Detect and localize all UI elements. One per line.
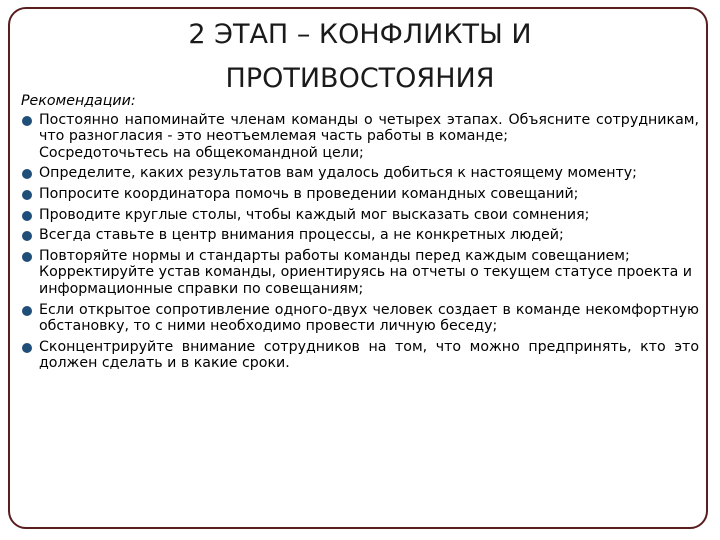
title-line-1: 2 ЭТАП – КОНФЛИКТЫ И	[188, 19, 532, 50]
bullet-icon	[22, 116, 32, 126]
list-item-text: Всегда ставьте в центр внимания процессы, а не конкретных людей;	[39, 227, 564, 244]
bullet-icon	[22, 306, 32, 316]
list-item-extra-text: Корректируйте устав команды, ориентируясь на отчеты о текущем статусе проекта и информационные справки по совещаниям;	[39, 264, 693, 297]
list-item	[21, 227, 699, 244]
bullet-icon	[22, 252, 32, 262]
list-item-extra-text: Сосредоточьтесь на общекомандной цели;	[39, 144, 364, 161]
list-item-text: Если открытое сопротивление одного-двух человек создает в команде некомфортную обстановку, то с ними необходимо провести личную беседу;	[39, 301, 699, 335]
list-item-text: Попросите координатора помочь в проведении командных совещаний;	[39, 185, 579, 202]
list-item-text: Повторяйте нормы и стандарты работы команды перед каждым совещанием;	[39, 247, 630, 264]
list-item-text: Проводите круглые столы, чтобы каждый мог высказать свои сомнения;	[39, 206, 590, 223]
slide-body	[21, 93, 699, 376]
list-item	[21, 112, 699, 162]
list-item	[21, 248, 699, 298]
recommendations-heading: Рекомендации:	[21, 93, 136, 109]
list-item	[21, 207, 699, 224]
bullet-icon	[22, 343, 32, 353]
list-item	[21, 186, 699, 203]
list-item	[21, 165, 699, 182]
bullet-icon	[22, 231, 32, 241]
recommendations-list	[21, 112, 699, 372]
slide-frame	[8, 7, 708, 529]
bullet-icon	[22, 211, 32, 221]
slide-title	[20, 13, 700, 101]
list-item-text: Определите, каких результатов вам удалось добиться к настоящему моменту;	[39, 165, 637, 182]
list-item-text: Сконцентрируйте внимание сотрудников на том, что можно предпринять, кто это должен сделать и в какие сроки.	[39, 338, 699, 372]
list-item	[21, 339, 699, 372]
list-item-text: Постоянно напоминайте членам команды о четырех этапах. Объясните сотрудникам, что разногласия - это неотъемлемая часть работы в команде;	[39, 111, 699, 145]
title-line-2: ПРОТИВОСТОЯНИЯ	[225, 63, 495, 94]
bullet-icon	[22, 190, 32, 200]
bullet-icon	[22, 169, 32, 179]
list-item	[21, 302, 699, 335]
